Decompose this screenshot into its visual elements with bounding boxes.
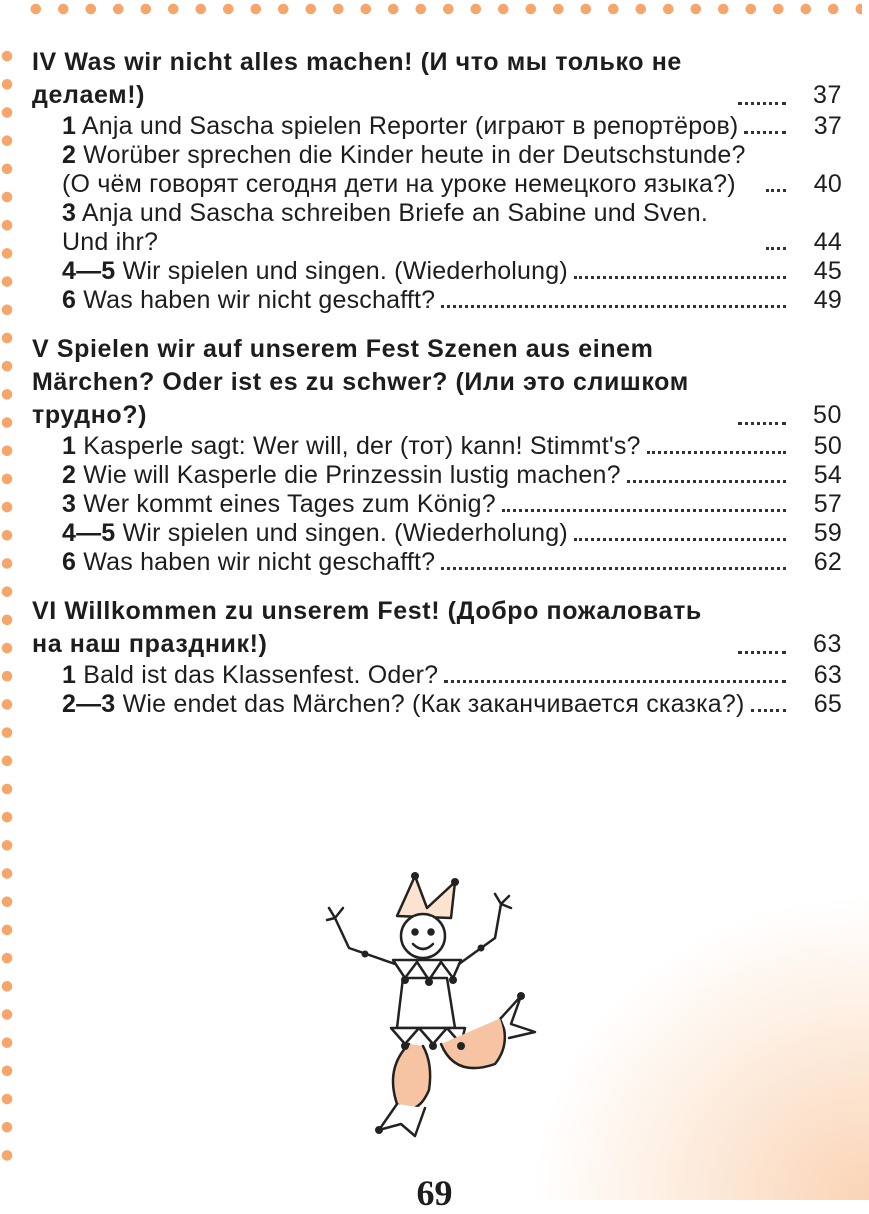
toc-item-title: Worüber sprechen die Kinder heute in der Deutschstunde? (О чём говорят сегодня дети на уроке немецкого языка?) bbox=[62, 141, 746, 198]
toc-section-title: IV Was wir nicht alles machen! (И что мы только не делаем!) bbox=[32, 48, 682, 109]
toc-page-number: 65 bbox=[813, 690, 842, 718]
toc-page-number: 50 bbox=[812, 401, 842, 429]
dot-leader bbox=[441, 567, 786, 570]
dot-leader bbox=[751, 709, 786, 712]
toc-page-number: 63 bbox=[813, 661, 842, 689]
toc-item[interactable] bbox=[32, 461, 842, 490]
toc-page-number: 57 bbox=[813, 490, 842, 518]
toc-item-title: Was haben wir nicht geschafft? bbox=[83, 548, 436, 576]
toc-section-vi[interactable] bbox=[32, 595, 842, 661]
dot-leader bbox=[574, 276, 786, 279]
toc-item-number: 1 bbox=[62, 432, 77, 460]
dot-leader bbox=[766, 247, 786, 250]
dot-leader bbox=[744, 131, 786, 134]
dot-leader bbox=[647, 451, 786, 454]
toc-page-number: 44 bbox=[813, 228, 842, 256]
toc-item-title: Anja und Sascha spielen Reporter (играют в репортёров) bbox=[81, 112, 739, 140]
toc-page-number: 37 bbox=[812, 81, 842, 109]
toc-item-number: 2 bbox=[62, 461, 77, 489]
dot-leader bbox=[738, 651, 786, 654]
dot-leader bbox=[738, 422, 786, 425]
toc-item-title: Wer kommt eines Tages zum König? bbox=[83, 490, 496, 518]
toc-section-iv[interactable] bbox=[32, 46, 842, 112]
dot-leader bbox=[627, 480, 786, 483]
dot-leader bbox=[738, 102, 786, 105]
toc-item[interactable] bbox=[32, 548, 842, 577]
toc-item-title: Wir spielen und singen. (Wiederholung) bbox=[122, 519, 568, 547]
toc-page-number: 62 bbox=[813, 548, 842, 576]
dot-leader bbox=[502, 509, 786, 512]
toc-page-number: 50 bbox=[813, 432, 842, 460]
toc-page-number: 54 bbox=[813, 461, 842, 489]
toc-item-number: 6 bbox=[62, 286, 77, 314]
toc-item[interactable] bbox=[32, 690, 842, 719]
toc-item-title: Wir spielen und singen. (Wiederholung) bbox=[122, 257, 568, 285]
toc-item-number: 3 bbox=[62, 490, 77, 518]
dot-leader bbox=[574, 538, 786, 541]
dot-leader bbox=[441, 305, 786, 308]
jester-illustration bbox=[305, 868, 545, 1158]
decorative-dot-border-top bbox=[22, 2, 862, 16]
toc-item[interactable] bbox=[32, 490, 842, 519]
dot-leader bbox=[444, 680, 786, 683]
table-of-contents bbox=[32, 46, 842, 719]
toc-item[interactable] bbox=[32, 519, 842, 548]
toc-item-title: Kasperle sagt: Wer will, der (тот) kann! Stimmt's? bbox=[83, 432, 641, 460]
toc-item-title: Wie will Kasperle die Prinzessin lustig machen? bbox=[83, 461, 621, 489]
toc-section-v[interactable] bbox=[32, 333, 842, 432]
toc-item-title: Was haben wir nicht geschafft? bbox=[83, 286, 436, 314]
toc-section-title: VI Willkommen zu unserem Fest! (Добро пожаловать на наш праздник!) bbox=[32, 597, 702, 658]
toc-item-number: 3 bbox=[62, 199, 77, 227]
dot-leader bbox=[766, 189, 786, 192]
toc-item-title: Wie endet das Märchen? (Как заканчивается сказка?) bbox=[122, 690, 745, 718]
toc-page-number: 49 bbox=[813, 286, 842, 314]
toc-item[interactable] bbox=[32, 432, 842, 461]
toc-item-number: 4—5 bbox=[62, 257, 116, 285]
toc-page-number: 63 bbox=[812, 630, 842, 658]
toc-page-number: 40 bbox=[813, 170, 842, 198]
toc-item-number: 4—5 bbox=[62, 519, 116, 547]
toc-item[interactable] bbox=[32, 661, 842, 690]
toc-item-title: Anja und Sascha schreiben Briefe an Sabine und Sven. Und ihr? bbox=[62, 199, 708, 256]
toc-item-number: 1 bbox=[62, 112, 77, 140]
toc-item-number: 1 bbox=[62, 661, 77, 689]
toc-item-number: 2—3 bbox=[62, 690, 116, 718]
toc-item[interactable] bbox=[32, 286, 842, 315]
page-number: 69 bbox=[416, 1173, 453, 1213]
decorative-dot-border-left bbox=[0, 42, 14, 1172]
toc-page-number: 37 bbox=[813, 112, 842, 140]
toc-item[interactable] bbox=[32, 112, 842, 141]
toc-item[interactable] bbox=[32, 141, 842, 199]
toc-item[interactable] bbox=[32, 257, 842, 286]
toc-item[interactable] bbox=[32, 199, 842, 257]
toc-item-title: Bald ist das Klassenfest. Oder? bbox=[83, 661, 439, 689]
toc-page-number: 59 bbox=[813, 519, 842, 547]
toc-section-title: V Spielen wir auf unserem Fest Szenen aus einem Märchen? Oder ist es zu schwer? (Или это слишком трудно?) bbox=[32, 335, 689, 429]
toc-item-number: 6 bbox=[62, 548, 77, 576]
toc-page-number: 45 bbox=[813, 257, 842, 285]
toc-item-number: 2 bbox=[62, 141, 77, 169]
